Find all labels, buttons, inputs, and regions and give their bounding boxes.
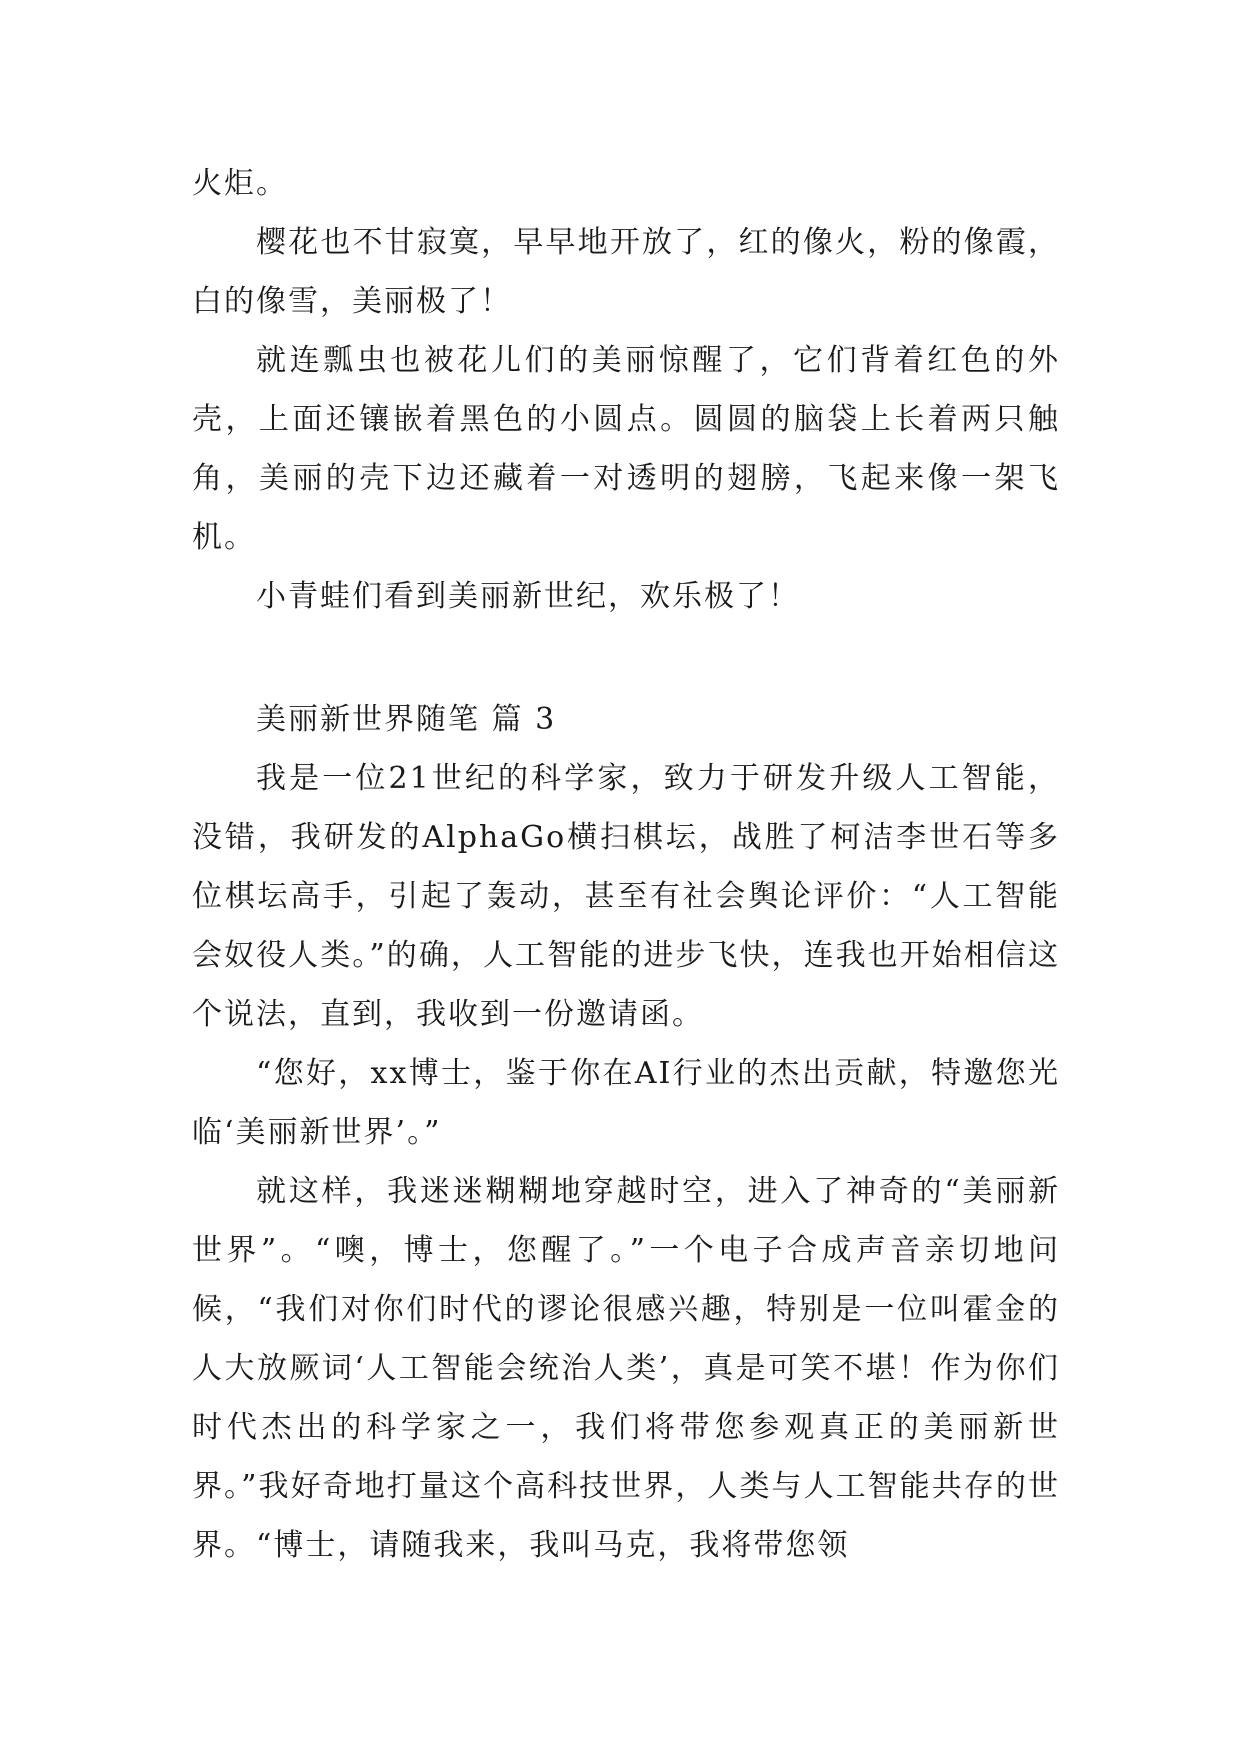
paragraph-2: 樱花也不甘寂寞，早早地开放了，红的像火，粉的像霞，白的像雪，美丽极了！ xyxy=(192,225,1060,319)
paragraph-7: 就这样，我迷迷糊糊地穿越时空，进入了神奇的“美丽新世界”。“噢，博士，您醒了。”一个电子合成声音亲切地问候，“我们对你们时代的谬论很感兴趣，特别是一位叫霍金的人大放厥词‘人工智能会统治人类’，真是可笑不堪！作为你们时代杰出的科学家之一，我们将带您参观真正的美丽新世界。”我好奇地打量这个高科技世界，人类与人工智能共存的世界。“博士，请随我来，我叫马克，我将带您领 xyxy=(192,1174,1060,1563)
paragraph-5: 我是一位21世纪的科学家，致力于研发升级人工智能，没错，我研发的AlphaGo横扫棋坛，战胜了柯洁李世石等多位棋坛高手，引起了轰动，甚至有社会舆论评价：“人工智能会奴役人类。”的确，人工智能的进步飞快，连我也开始相信这个说法，直到，我收到一份邀请函。 xyxy=(192,761,1060,1032)
paragraph-1: 火炬。 xyxy=(192,166,288,201)
section-spacer xyxy=(192,626,1060,690)
document-body xyxy=(192,154,1060,1575)
section-heading: 美丽新世界随笔 篇 3 xyxy=(256,702,557,737)
paragraph-6: “您好，xx博士，鉴于你在AI行业的杰出贡献，特邀您光临‘美丽新世界’。” xyxy=(192,1056,1060,1150)
paragraph-3: 就连瓢虫也被花儿们的美丽惊醒了，它们背着红色的外壳，上面还镶嵌着黑色的小圆点。圆圆的脑袋上长着两只触角，美丽的壳下边还藏着一对透明的翅膀，飞起来像一架飞机。 xyxy=(192,343,1060,555)
paragraph-4: 小青蛙们看到美丽新世纪，欢乐极了！ xyxy=(256,579,800,614)
